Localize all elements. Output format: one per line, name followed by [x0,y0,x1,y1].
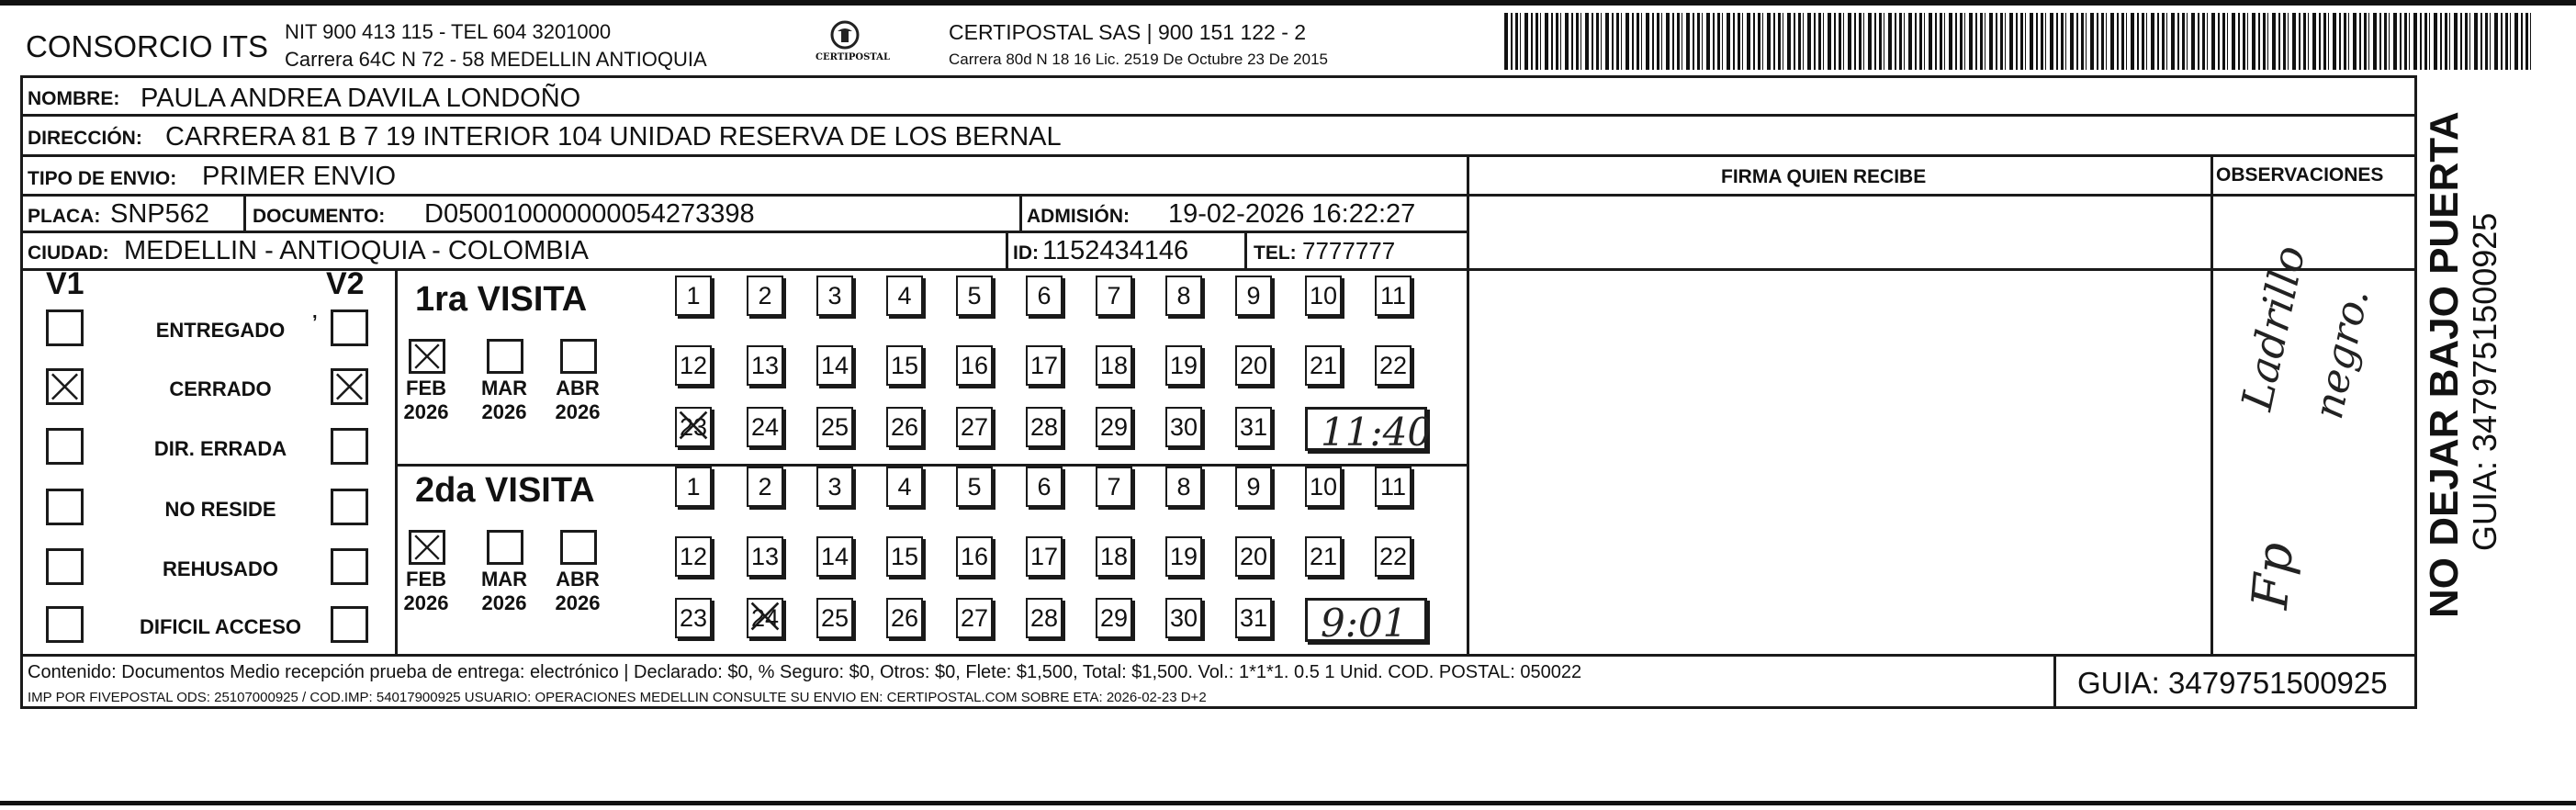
day-cell[interactable]: 18 [1096,345,1132,386]
visit-time-box[interactable] [1305,598,1427,646]
day-cell[interactable]: 21 [1305,536,1342,577]
v2-checkbox[interactable] [331,548,368,585]
month-checkbox[interactable] [560,339,597,374]
bottom-rule [0,801,2576,805]
day-cell[interactable]: 18 [1096,536,1132,577]
v2-checkbox[interactable] [331,428,368,465]
day-cross-mark [677,409,710,445]
observaciones-header: OBSERVACIONES [2216,164,2384,186]
day-cell[interactable]: 25 [816,598,853,638]
tipo-label: TIPO DE ENVIO: [28,168,177,189]
day-cell[interactable]: 21 [1305,345,1342,386]
barcode [1504,13,2533,70]
day-cell[interactable]: 28 [1026,407,1063,447]
day-number: 23 [679,413,708,441]
ciudad-label: CIUDAD: [28,242,109,264]
company-nit: NIT 900 413 115 - TEL 604 3201000 [285,20,612,43]
day-cell[interactable]: 2 [747,276,783,316]
footer-line-1: Contenido: Documentos Medio recepción prueba de entrega: electrónico | Declarado: $0, % Seguro: $0, Otros: $0, Flete: $1,500, Total: $1,500. Vol.: 1*1*1. 0.5 1 Unid. COD. POSTAL: 050022 [28,662,1582,682]
day-cell[interactable]: 12 [675,345,712,386]
placa-value: SNP562 [110,199,210,229]
day-cell[interactable]: 7 [1096,276,1132,316]
day-cell[interactable]: 4 [886,467,923,507]
day-cell[interactable]: 4 [886,276,923,316]
v2-checkbox[interactable] [331,606,368,643]
v2-checkbox[interactable] [331,489,368,525]
day-cell[interactable]: 8 [1165,467,1202,507]
day-cell[interactable]: 8 [1165,276,1202,316]
visit-time: 9:01 [1321,601,1408,646]
day-number: 24 [750,604,780,632]
month-checkbox[interactable] [560,530,597,565]
day-cell[interactable]: 15 [886,536,923,577]
admision-label: ADMISIÓN: [1027,206,1130,227]
day-cell[interactable]: 1 [675,276,712,316]
row-line [20,114,2417,117]
status-label: NO RESIDE [164,498,276,521]
tick-mark: , [312,302,318,322]
col-line [1019,194,1022,231]
v1-label: V1 [46,266,84,301]
day-cell[interactable] [675,407,712,447]
day-cell[interactable]: 17 [1026,536,1063,577]
day-cell[interactable]: 27 [956,598,993,638]
tipo-value: PRIMER ENVIO [202,162,397,191]
firma-header: FIRMA QUIEN RECIBE [1721,166,1927,187]
day-cell[interactable]: 14 [816,536,853,577]
documento-value: D050010000000054273398 [424,199,755,229]
row-line [20,654,2417,657]
day-cell[interactable]: 13 [747,536,783,577]
day-cell[interactable]: 11 [1375,467,1412,507]
visit-time-box[interactable] [1305,407,1433,455]
day-cell[interactable]: 19 [1165,536,1202,577]
status-label: DIFICIL ACCESO [139,615,301,638]
month-label: ABR 2026 [555,568,601,615]
day-cell[interactable]: 16 [956,536,993,577]
day-cross-mark [748,600,782,636]
status-label: CERRADO [169,377,272,400]
day-cell[interactable]: 13 [747,345,783,386]
day-cell[interactable]: 14 [816,345,853,386]
placa-label: PLACA: [28,206,101,227]
col-line [2210,154,2213,654]
status-label: REHUSADO [163,557,278,580]
direccion-value: CARRERA 81 B 7 19 INTERIOR 104 UNIDAD RESERVA DE LOS BERNAL [165,122,1062,152]
month-label: ABR 2026 [555,377,601,424]
status-label: DIR. ERRADA [153,437,287,460]
observation-line-3: Fp [2241,540,2305,612]
direccion-label: DIRECCIÓN: [28,128,142,149]
day-cell[interactable]: 11 [1375,276,1412,316]
col-line [243,194,246,231]
company-address: Carrera 64C N 72 - 58 MEDELLIN ANTIOQUIA [285,48,707,71]
day-cell[interactable]: 26 [886,598,923,638]
month-label: MAR 2026 [480,568,528,615]
day-cell[interactable]: 28 [1026,598,1063,638]
day-cell[interactable]: 12 [675,536,712,577]
footer-guia: GUIA: 3479751500925 [2077,666,2388,700]
day-cell[interactable]: 30 [1165,598,1202,638]
col-line [1244,231,1247,268]
day-cell[interactable]: 27 [956,407,993,447]
day-cell[interactable]: 31 [1235,598,1272,638]
company-name: CONSORCIO ITS [26,29,269,63]
day-cell[interactable]: 23 [675,598,712,638]
carrier-name: CERTIPOSTAL SAS | 900 151 122 - 2 [949,20,1307,44]
ciudad-value: MEDELLIN - ANTIOQUIA - COLOMBIA [124,236,589,265]
v1-checkbox[interactable] [46,428,84,465]
day-cell[interactable]: 2 [747,467,783,507]
day-cell[interactable]: 5 [956,276,993,316]
tel-value: 7777777 [1302,237,1396,264]
footer-line-2: IMP POR FIVEPOSTAL ODS: 25107000925 / COD.IMP: 54017900925 USUARIO: OPERACIONES MEDELLIN CONSULTE SU ENVIO EN: CERTIPOSTAL.COM SOBRE ETA: 2026-02-23 D+2 [28,690,1207,705]
day-cell[interactable]: 3 [816,276,853,316]
day-cell[interactable]: 1 [675,467,712,507]
v1-checkbox[interactable] [46,606,84,643]
day-cell[interactable]: 26 [886,407,923,447]
month-checkbox[interactable] [409,530,445,565]
visit-1-title: 1ra VISITA [415,280,588,319]
v2-checkbox[interactable] [331,368,368,405]
v2-checkbox[interactable] [331,309,368,346]
day-cell[interactable]: 16 [956,345,993,386]
v1-checkbox[interactable] [46,368,84,405]
row-line [20,268,2417,271]
v1-checkbox[interactable] [46,309,84,346]
month-label: FEB 2026 [403,377,449,424]
day-cell[interactable]: 22 [1375,536,1412,577]
day-cell[interactable]: 22 [1375,345,1412,386]
day-cell[interactable]: 9 [1235,467,1272,507]
day-cell[interactable]: 17 [1026,345,1063,386]
row-line [20,194,2417,197]
day-cell[interactable]: 30 [1165,407,1202,447]
day-cell[interactable]: 20 [1235,345,1272,386]
day-cell[interactable]: 6 [1026,276,1063,316]
v2-label: V2 [326,266,365,301]
col-line [1467,154,1469,654]
day-cell[interactable]: 9 [1235,276,1272,316]
day-cell[interactable]: 24 [747,407,783,447]
day-cell[interactable]: 7 [1096,467,1132,507]
col-line [1006,231,1008,268]
v1-checkbox[interactable] [46,489,84,525]
observation-line-2: negro. [2305,284,2379,423]
certipostal-logo [808,18,890,68]
tel-label: TEL: [1254,242,1297,264]
documento-label: DOCUMENTO: [253,206,386,227]
month-checkbox[interactable] [487,339,523,374]
col-line [2053,654,2056,709]
day-cell[interactable]: 5 [956,467,993,507]
status-label: ENTREGADO [155,319,286,342]
row-line [20,231,1467,233]
month-label: FEB 2026 [403,568,449,615]
visit-time: 11:40 [1321,410,1433,455]
side-notice: NO DEJAR BAJO PUERTA [2422,111,2467,618]
day-cell[interactable]: 10 [1305,467,1342,507]
logo-text: CERTIPOSTAL [816,52,890,62]
day-cell[interactable]: 25 [816,407,853,447]
side-guia: GUIA: 3479751500925 [2466,212,2503,551]
top-border [0,0,2576,6]
v1-checkbox[interactable] [46,548,84,585]
observation-line-1: Ladrillo [2232,241,2315,415]
month-label: MAR 2026 [480,377,528,424]
month-checkbox[interactable] [487,530,523,565]
month-checkbox[interactable] [409,339,445,374]
day-cell[interactable]: 29 [1096,407,1132,447]
day-cell[interactable]: 10 [1305,276,1342,316]
day-cell[interactable] [747,598,783,638]
day-cell[interactable]: 3 [816,467,853,507]
carrier-license: Carrera 80d N 18 16 Lic. 2519 De Octubre 23 De 2015 [949,51,1328,68]
id-label: ID: [1013,242,1039,264]
nombre-label: NOMBRE: [28,88,120,109]
day-cell[interactable]: 19 [1165,345,1202,386]
day-cell[interactable]: 20 [1235,536,1272,577]
admision-value: 19-02-2026 16:22:27 [1168,199,1416,229]
day-cell[interactable]: 15 [886,345,923,386]
id-value: 1152434146 [1042,236,1189,265]
day-cell[interactable]: 29 [1096,598,1132,638]
nombre-value: PAULA ANDREA DAVILA LONDOÑO [141,84,581,113]
day-cell[interactable]: 31 [1235,407,1272,447]
row-line [20,154,2417,157]
day-cell[interactable]: 6 [1026,467,1063,507]
visit-2-title: 2da VISITA [415,471,595,510]
